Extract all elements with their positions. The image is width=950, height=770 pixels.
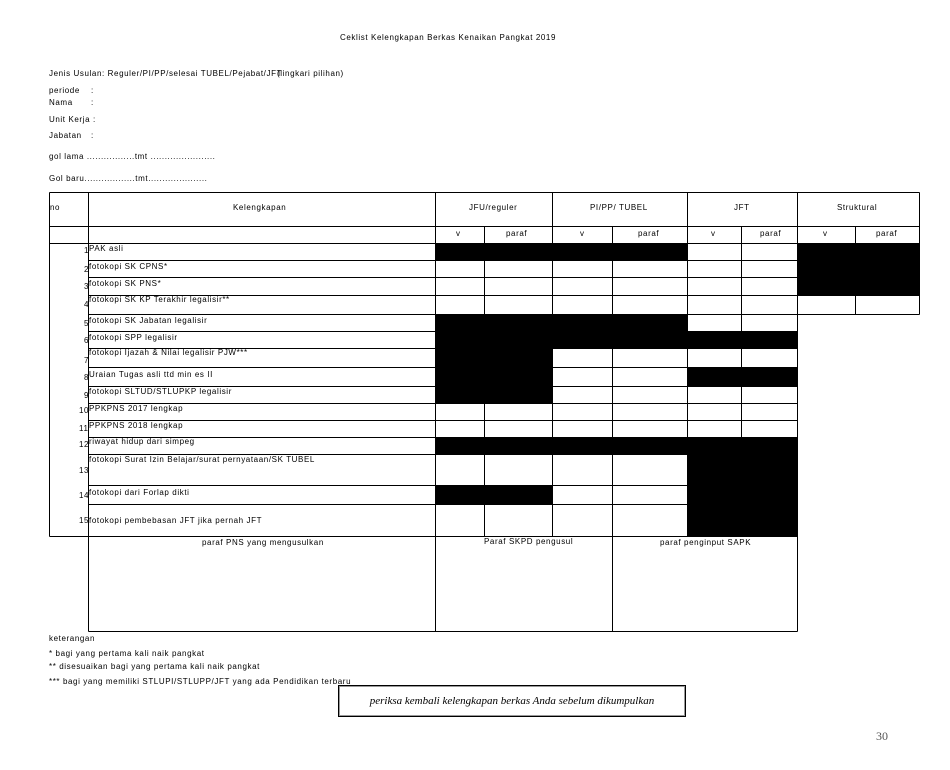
row-item: fotokopi SPP legalisir bbox=[89, 333, 178, 342]
footnote-line: ** disesuaikan bagi yang pertama kali naik pangkat bbox=[49, 662, 261, 671]
row-item: riwayat hidup dari simpeg bbox=[89, 437, 195, 446]
group-header-jft: JFT bbox=[734, 203, 750, 212]
row-item: fotokopi SK CPNS* bbox=[89, 262, 168, 271]
row-number: 7 bbox=[84, 356, 90, 365]
row-number: 2 bbox=[84, 265, 90, 274]
signature-pns-label: paraf PNS yang mengusulkan bbox=[202, 538, 324, 547]
row-item: Uraian Tugas asli ttd min es II bbox=[89, 370, 213, 379]
row-item: fotokopi SLTUD/STLUPKP legalisir bbox=[89, 387, 232, 396]
row-number: 3 bbox=[84, 282, 90, 291]
row-item: fotokopi pembebasan JFT jika pernah JFT bbox=[89, 516, 263, 525]
nama-colon: : bbox=[91, 98, 94, 107]
row-number: 1 bbox=[84, 246, 90, 255]
row-item: fotokopi Ijazah & Nilai legalisir PJW*** bbox=[89, 348, 248, 357]
jabatan-colon: : bbox=[91, 131, 94, 140]
row-item: PAK asli bbox=[89, 244, 124, 253]
signature-skpd-label: Paraf SKPD pengusul bbox=[484, 537, 574, 546]
row-number: 15 bbox=[79, 516, 90, 525]
blocked-cell bbox=[435, 437, 797, 454]
subheader-v: v bbox=[711, 229, 716, 238]
jabatan-label: Jabatan bbox=[49, 131, 82, 140]
periode-colon: : bbox=[91, 86, 94, 95]
group-header-struktural: Struktural bbox=[837, 203, 878, 212]
page-title: Ceklist Kelengkapan Berkas Kenaikan Pangkat 2019 bbox=[340, 33, 557, 42]
gol-lama-label: gol lama .................tmt ....................... bbox=[49, 152, 216, 161]
no-header: no bbox=[50, 203, 61, 212]
row-number: 9 bbox=[84, 391, 90, 400]
nama-label: Nama bbox=[49, 98, 73, 107]
unit-kerja-label: Unit Kerja : bbox=[49, 115, 96, 124]
row-number: 5 bbox=[84, 319, 90, 328]
subheader-paraf: paraf bbox=[760, 229, 782, 238]
row-item: fotokopi SK KP Terakhir legalisir** bbox=[89, 295, 230, 304]
blocked-cell bbox=[435, 348, 552, 403]
row-number: 11 bbox=[79, 424, 89, 433]
blocked-cell bbox=[435, 485, 552, 504]
blocked-cell bbox=[435, 243, 687, 260]
jenis-usulan-label: Jenis Usulan: Reguler/PI/PP/selesai TUBEL/Pejabat/JFT bbox=[49, 69, 283, 78]
subheader-v: v bbox=[580, 229, 585, 238]
reminder-box bbox=[338, 685, 686, 717]
group-header-jfu: JFU/reguler bbox=[469, 203, 518, 212]
signature-sapk-label: paraf penginput SAPK bbox=[660, 538, 752, 547]
gol-baru-label: Gol baru..................tmt..................... bbox=[49, 174, 208, 183]
row-item: fotokopi SK PNS* bbox=[89, 279, 162, 288]
row-item: fotokopi SK Jabatan legalisir bbox=[89, 316, 208, 325]
blocked-cell bbox=[435, 314, 687, 331]
footnote-line: *** bagi yang memiliki STLUPI/STLUPP/JFT yang ada Pendidikan terbaru bbox=[49, 677, 352, 686]
footnote-line: * bagi yang pertama kali naik pangkat bbox=[49, 649, 205, 658]
subheader-paraf: paraf bbox=[506, 229, 528, 238]
row-number: 4 bbox=[84, 300, 90, 309]
reminder-text: periksa kembali kelengkapan berkas Anda sebelum dikumpulkan bbox=[369, 695, 655, 707]
group-header-pipp: PI/PP/ TUBEL bbox=[590, 203, 648, 212]
subheader-v: v bbox=[823, 229, 828, 238]
row-number: 12 bbox=[79, 440, 90, 449]
row-number: 13 bbox=[79, 466, 90, 475]
subheader-paraf: paraf bbox=[638, 229, 660, 238]
periode-label: periode bbox=[49, 86, 80, 95]
page-number: 30 bbox=[876, 729, 888, 743]
subheader-v: v bbox=[456, 229, 461, 238]
row-item: PPKPNS 2017 lengkap bbox=[89, 404, 184, 413]
row-item: PPKPNS 2018 lengkap bbox=[89, 421, 184, 430]
subheader-paraf: paraf bbox=[876, 229, 898, 238]
blocked-cell bbox=[797, 243, 919, 295]
row-number: 14 bbox=[79, 491, 90, 500]
footnote-title: keterangan bbox=[49, 634, 96, 643]
row-number: 6 bbox=[84, 336, 90, 345]
row-number: 8 bbox=[84, 373, 90, 382]
pilihan-note: (lingkari pilihan) bbox=[277, 69, 344, 78]
blocked-cell bbox=[435, 331, 797, 348]
row-number: 10 bbox=[79, 406, 90, 415]
blocked-cells bbox=[435, 243, 919, 536]
row-item: fotokopi Surat Izin Belajar/surat pernyataan/SK TUBEL bbox=[89, 455, 315, 464]
row-item: fotokopi dari Forlap dikti bbox=[89, 488, 190, 497]
item-header: Kelengkapan bbox=[233, 203, 287, 212]
